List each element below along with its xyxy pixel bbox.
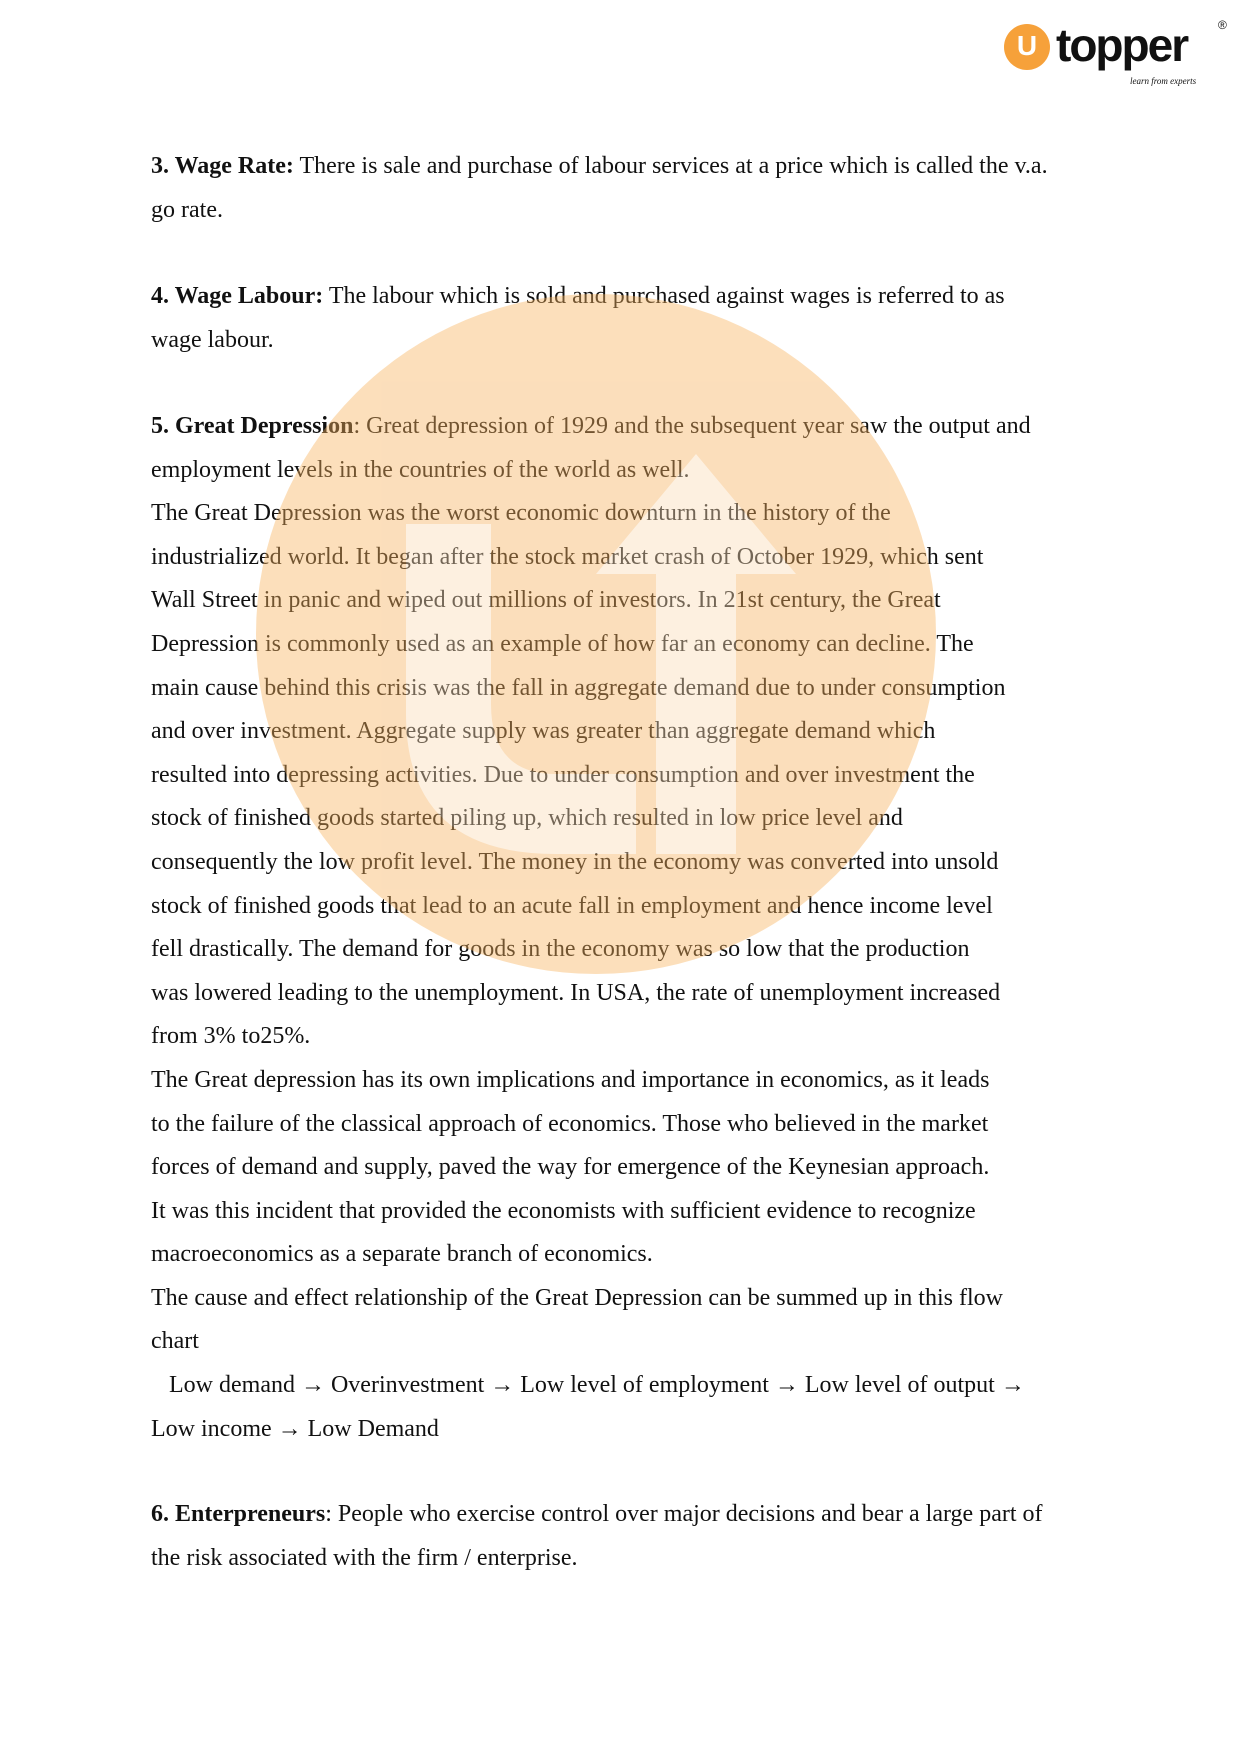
topper-logo-icon bbox=[1004, 24, 1050, 70]
text-line: : Great depression of 1929 and the subsequent year saw the output and bbox=[353, 413, 1031, 439]
section-heading: 3. Wage Rate: bbox=[151, 153, 294, 179]
section-great-depression bbox=[151, 405, 1111, 1451]
logo-tagline: learn from experts bbox=[1130, 76, 1197, 86]
section-wage-rate bbox=[151, 145, 1111, 232]
text-line: from 3% to25%. bbox=[151, 1023, 311, 1050]
text-line: The cause and effect relationship of the Great Depression can be summed up in this flow bbox=[151, 1284, 1003, 1311]
text-line: resulted into depressing activities. Due to under consumption and over investment the bbox=[151, 761, 975, 788]
section-heading: 6. Enterpreneurs bbox=[151, 1501, 326, 1527]
text-line: fell drastically. The demand for goods in the economy was so low that the production bbox=[151, 936, 970, 963]
text-line: forces of demand and supply, paved the way for emergence of the Keynesian approach. bbox=[151, 1154, 990, 1181]
text-line: The labour which is sold and purchased against wages is referred to as bbox=[323, 283, 1005, 309]
text-line: The Great Depression was the worst economic downturn in the history of the bbox=[151, 500, 891, 527]
text-line: stock of finished goods started piling up, which resulted in low price level and bbox=[151, 805, 903, 832]
text-line: Depression is commonly used as an example of how far an economy can decline. The bbox=[151, 630, 974, 657]
text-line: chart bbox=[151, 1328, 199, 1355]
text-line: The Great depression has its own implications and importance in economics, as it leads bbox=[151, 1066, 990, 1093]
logo-wordmark: topper bbox=[1056, 19, 1188, 71]
section-entrepreneurs bbox=[151, 1493, 1111, 1580]
text-line: There is sale and purchase of labour services at a price which is called the v.a. bbox=[293, 153, 1048, 179]
text-line: Low demand → Overinvestment → Low level of employment → Low level of output → bbox=[151, 1372, 1025, 1399]
text-line: and over investment. Aggregate supply was greater than aggregate demand which bbox=[151, 718, 936, 745]
text-line: It was this incident that provided the economists with sufficient evidence to recognize bbox=[151, 1197, 976, 1224]
text-line: macroeconomics as a separate branch of economics. bbox=[151, 1241, 653, 1268]
topper-logo bbox=[1000, 18, 1236, 98]
registered-mark: ® bbox=[1218, 18, 1227, 32]
text-line: to the failure of the classical approach of economics. Those who believed in the market bbox=[151, 1110, 989, 1137]
text-line: employment levels in the countries of the world as well. bbox=[151, 456, 690, 483]
section-heading: 5. Great Depression bbox=[151, 413, 354, 439]
text-line: main cause behind this crisis was the fall in aggregate demand due to under consumption bbox=[151, 674, 1006, 701]
text-line: : People who exercise control over major decisions and bear a large part of bbox=[325, 1501, 1043, 1527]
text-line: Wall Street in panic and wiped out millions of investors. In 21st century, the Great bbox=[151, 587, 941, 614]
text-line: industrialized world. It began after the stock market crash of October 1929, which sent bbox=[151, 543, 984, 570]
section-heading: 4. Wage Labour: bbox=[151, 283, 324, 309]
text-line: the risk associated with the firm / enterprise. bbox=[151, 1544, 578, 1571]
text-line: consequently the low profit level. The money in the economy was converted into unsold bbox=[151, 848, 999, 875]
text-line: wage labour. bbox=[151, 326, 274, 353]
logo-mark: U bbox=[1016, 30, 1038, 61]
text-line: go rate. bbox=[151, 196, 223, 223]
text-line: was lowered leading to the unemployment. In USA, the rate of unemployment increased bbox=[151, 979, 1001, 1006]
section-wage-labour bbox=[151, 275, 1111, 362]
text-line: stock of finished goods that lead to an acute fall in employment and hence income level bbox=[151, 892, 993, 919]
text-line: Low income → Low Demand bbox=[151, 1415, 439, 1442]
